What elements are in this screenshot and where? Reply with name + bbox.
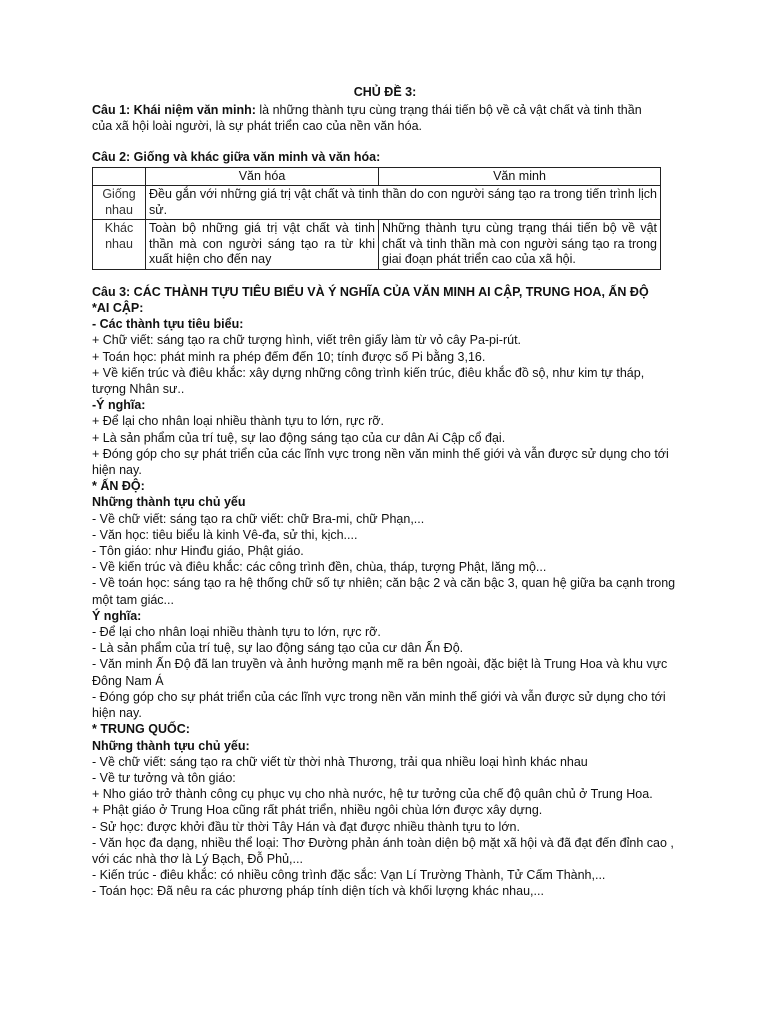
q1-paragraph <box>92 102 678 134</box>
china-achievement-item: - Toán học: Đã nêu ra các phương pháp tính diện tích và khối lượng khác nhau,... <box>92 884 544 899</box>
egypt-meaning-item: + Đóng góp cho sự phát triển của các lĩnh vực trong nền văn minh thế giới và vẫn được sử dụng cho tới hiện nay. <box>92 446 669 478</box>
china-achievement-item: + Phật giáo ở Trung Hoa cũng rất phát triển, nhiều ngôi chùa lớn được xây dựng. <box>92 803 543 818</box>
egypt-achievement-item: + Toán học: phát minh ra phép đếm đến 10; tính được số Pi bằng 3,16. <box>92 349 486 364</box>
india-meaning-heading: Ý nghĩa: <box>92 608 142 623</box>
china-achievements-heading: Những thành tựu chủ yếu: <box>92 738 250 753</box>
egypt-meaning-item: + Là sản phẩm của trí tuệ, sự lao động sáng tạo của cư dân Ai Cập cổ đại. <box>92 430 506 445</box>
table-header-row <box>93 167 661 186</box>
china-achievement-item: - Văn học đa dạng, nhiều thể loại: Thơ Đường phản ánh toàn diện bộ mặt xã hội và đã đạt đến đỉnh cao , với các nhà thơ là Lý Bạch, Đỗ Phủ,... <box>92 835 674 866</box>
diff-label: Khác nhau <box>93 220 146 270</box>
q3-label: Câu 3: CÁC THÀNH TỰU TIÊU BIỂU VÀ Ý NGHĨA CỦA VĂN MINH AI CẬP, TRUNG HOA, ẤN ĐỘ <box>92 284 649 299</box>
china-achievement-item: + Nho giáo trở thành công cụ phục vụ cho nhà nước, hệ tư tưởng của chế độ quân chủ ở Trung Hoa. <box>92 787 653 802</box>
china-achievement-item: - Sử học: được khởi đầu từ thời Tây Hán và đạt được nhiều thành tựu to lớn. <box>92 819 520 834</box>
egypt-achievements-heading: - Các thành tựu tiêu biểu: <box>92 317 244 332</box>
q1-text-1: là những thành tựu cùng trạng thái tiến bộ về cả vật chất và tinh thần <box>255 103 642 118</box>
china-achievement-item: - Về chữ viết: sáng tạo ra chữ viết từ thời nhà Thương, trải qua nhiều loại hình khác nhau <box>92 754 588 769</box>
india-achievement-item: - Văn học: tiêu biểu là kinh Vê-đa, sử thi, kịch.... <box>92 527 358 542</box>
egypt-achievement-item: + Về kiến trúc và điêu khắc: xây dựng những công trình kiến trúc, điêu khắc đồ sộ, như kim tự tháp, tượng Nhân sư.. <box>92 365 645 397</box>
china-heading: * TRUNG QUỐC: <box>92 722 190 737</box>
table-header-civilization: Văn minh <box>379 167 661 186</box>
egypt-heading: *AI CẬP: <box>92 301 144 316</box>
india-achievement-item: - Về toán học: sáng tạo ra hệ thống chữ số tự nhiên; căn bậc 2 và căn bậc 3, quan hệ giữa ba cạnh trong một tam giác... <box>92 576 676 607</box>
q2-label: Câu 2: Giống và khác giữa văn minh và văn hóa: <box>92 149 381 164</box>
q1-label: Câu 1: Khái niệm văn minh: <box>92 103 256 118</box>
india-achievement-item: - Tôn giáo: như Hinđu giáo, Phật giáo. <box>92 544 304 559</box>
india-meaning-item: - Văn minh Ấn Độ đã lan truyền và ảnh hưởng mạnh mẽ ra bên ngoài, đặc biệt là Trung Hoa và khu vực Đông Nam Á <box>92 657 668 688</box>
china-achievement-item: - Kiến trúc - điêu khắc: có nhiều công trình đặc sắc: Vạn Lí Trường Thành, Tử Cấm Thành,... <box>92 868 606 883</box>
india-achievements-heading: Những thành tựu chủ yếu <box>92 495 246 510</box>
table-row-same <box>93 186 661 220</box>
india-meaning-item: - Để lại cho nhân loại nhiều thành tựu to lớn, rực rỡ. <box>92 625 381 640</box>
q1-text-2: của xã hội loài người, là sự phát triển cao của nền văn hóa. <box>92 119 422 134</box>
doc-title: CHỦ ĐỀ 3: <box>353 85 417 99</box>
diff-culture: Toàn bộ những giá trị vật chất và tinh thần mà con người sáng tạo ra từ khi xuất hiện cho đến nay <box>146 220 379 270</box>
egypt-achievement-item: + Chữ viết: sáng tạo ra chữ tượng hình, viết trên giấy làm từ vỏ cây Pa-pi-rút. <box>92 333 522 348</box>
china-achievement-item: - Về tư tưởng và tôn giáo: <box>92 770 236 785</box>
same-label: Giống nhau <box>93 186 146 220</box>
comparison-table <box>92 167 661 270</box>
india-meaning-item: - Đóng góp cho sự phát triển của các lĩnh vực trong nền văn minh thế giới và vẫn được sử dụng cho tới hiện nay. <box>92 689 666 721</box>
same-text: Đều gắn với những giá trị vật chất và tinh thần do con người sáng tạo ra trong tiến trình lịch sử. <box>146 186 661 220</box>
egypt-meaning-heading: -Ý nghĩa: <box>92 398 146 413</box>
egypt-meaning-item: + Để lại cho nhân loại nhiều thành tựu to lớn, rực rỡ. <box>92 414 384 429</box>
india-achievement-item: - Về kiến trúc và điêu khắc: các công trình đền, chùa, tháp, tượng Phật, lăng mộ... <box>92 560 547 575</box>
india-meaning-item: - Là sản phẩm của trí tuệ, sự lao động sáng tạo của cư dân Ấn Độ. <box>92 641 464 656</box>
table-row-diff <box>93 220 661 270</box>
diff-civilization: Những thành tựu cùng trạng thái tiến bộ về vật chất và tinh thần mà con người sáng tạo ra trong giai đoạn phát triển cao của xã hội. <box>379 220 661 270</box>
india-heading: * ẤN ĐỘ: <box>92 479 145 494</box>
table-header-empty <box>93 167 146 186</box>
india-achievement-item: - Về chữ viết: sáng tạo ra chữ viết: chữ Bra-mi, chữ Phạn,... <box>92 511 425 526</box>
table-header-culture: Văn hóa <box>146 167 379 186</box>
